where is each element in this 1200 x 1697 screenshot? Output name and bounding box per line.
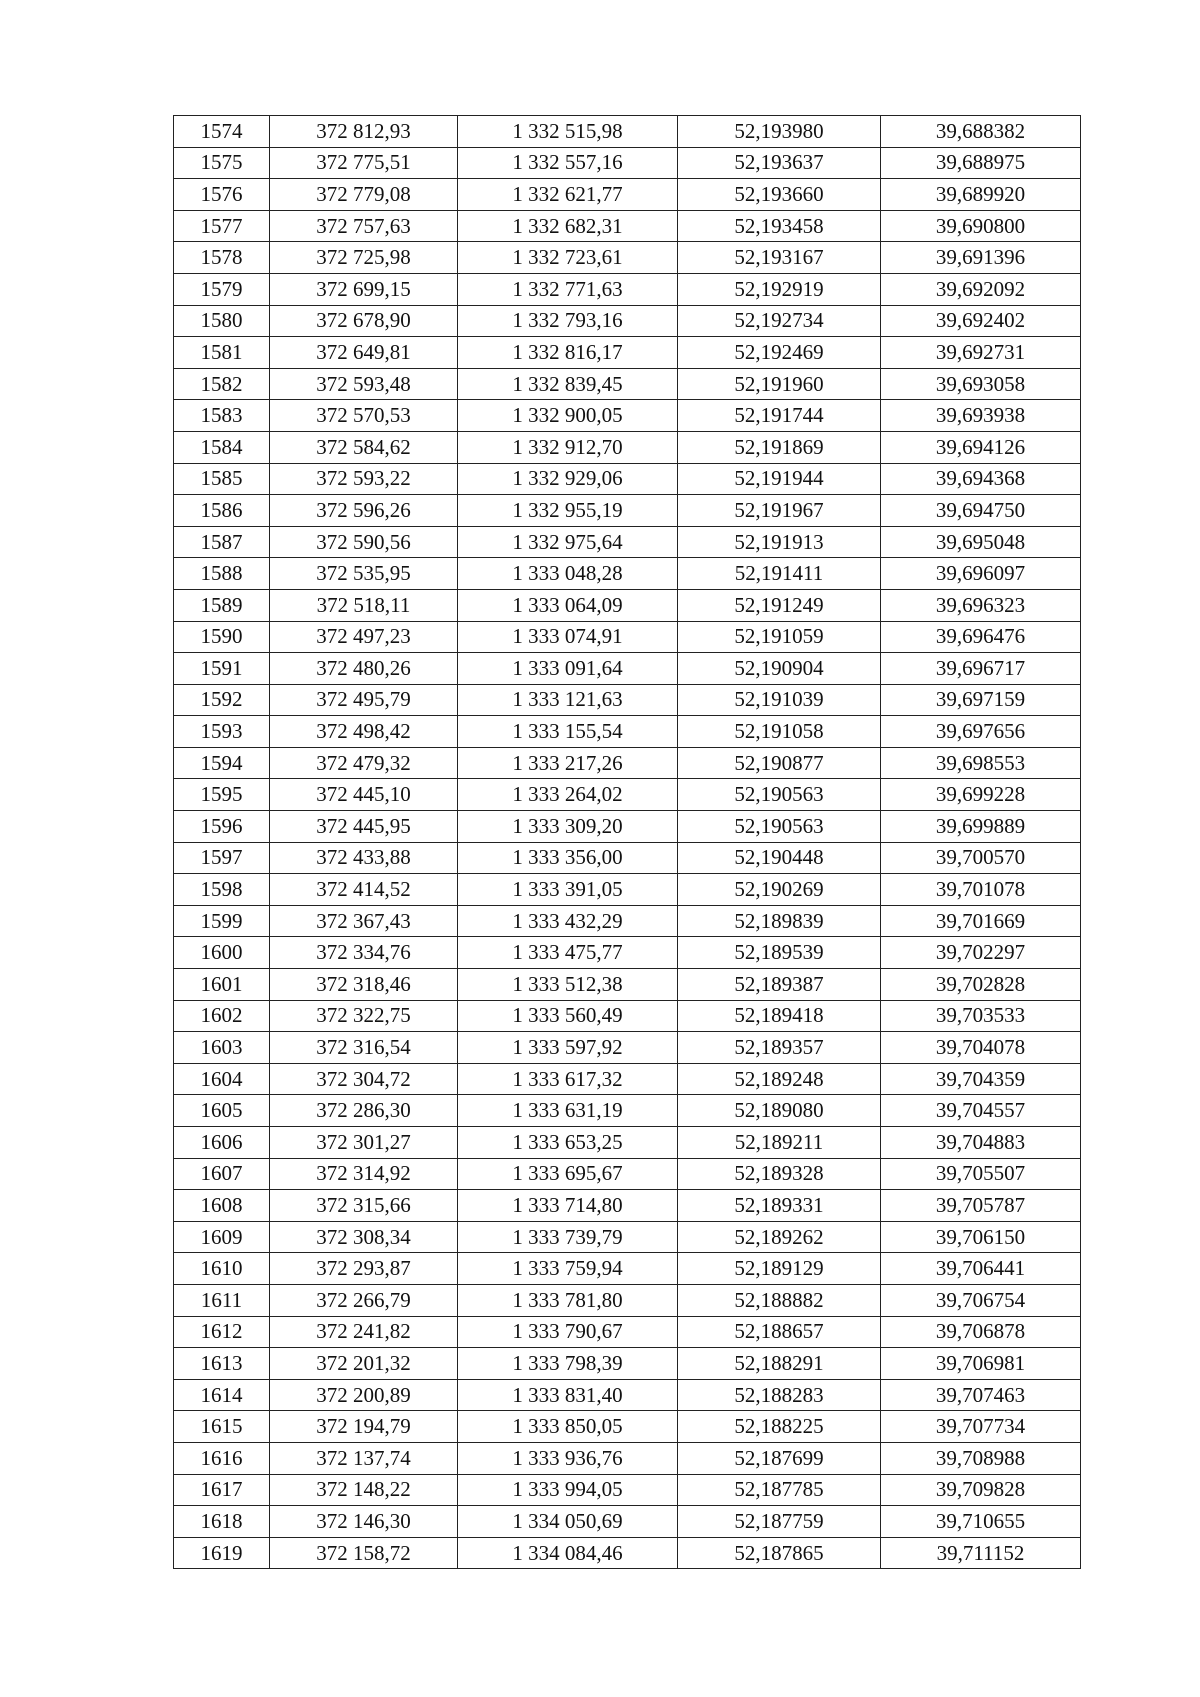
point-number-cell: 1618: [174, 1506, 270, 1538]
table-row: [174, 874, 1081, 906]
x-coordinate-cell: 372 596,26: [270, 495, 458, 527]
y-coordinate-cell: 1 333 432,29: [458, 905, 678, 937]
y-coordinate-cell: 1 332 912,70: [458, 431, 678, 463]
table-row: [174, 684, 1081, 716]
x-coordinate-cell: 372 699,15: [270, 273, 458, 305]
point-number-cell: 1598: [174, 874, 270, 906]
point-number-cell: 1603: [174, 1032, 270, 1064]
latitude-cell: 52,189262: [678, 1221, 881, 1253]
y-coordinate-cell: 1 333 759,94: [458, 1253, 678, 1285]
y-coordinate-cell: 1 333 790,67: [458, 1316, 678, 1348]
table-row: [174, 368, 1081, 400]
table-row: [174, 1032, 1081, 1064]
latitude-cell: 52,191059: [678, 621, 881, 653]
point-number-cell: 1609: [174, 1221, 270, 1253]
longitude-cell: 39,708988: [881, 1442, 1081, 1474]
point-number-cell: 1593: [174, 716, 270, 748]
longitude-cell: 39,706754: [881, 1284, 1081, 1316]
table-row: [174, 526, 1081, 558]
longitude-cell: 39,696717: [881, 653, 1081, 685]
y-coordinate-cell: 1 333 309,20: [458, 811, 678, 843]
point-number-cell: 1599: [174, 905, 270, 937]
longitude-cell: 39,707463: [881, 1379, 1081, 1411]
point-number-cell: 1576: [174, 179, 270, 211]
latitude-cell: 52,191411: [678, 558, 881, 590]
latitude-cell: 52,190448: [678, 842, 881, 874]
latitude-cell: 52,193660: [678, 179, 881, 211]
point-number-cell: 1612: [174, 1316, 270, 1348]
y-coordinate-cell: 1 333 091,64: [458, 653, 678, 685]
longitude-cell: 39,699889: [881, 811, 1081, 843]
latitude-cell: 52,189129: [678, 1253, 881, 1285]
table-row: [174, 1316, 1081, 1348]
latitude-cell: 52,189539: [678, 937, 881, 969]
point-number-cell: 1583: [174, 400, 270, 432]
x-coordinate-cell: 372 570,53: [270, 400, 458, 432]
latitude-cell: 52,191967: [678, 495, 881, 527]
x-coordinate-cell: 372 315,66: [270, 1190, 458, 1222]
point-number-cell: 1606: [174, 1127, 270, 1159]
point-number-cell: 1584: [174, 431, 270, 463]
x-coordinate-cell: 372 314,92: [270, 1158, 458, 1190]
longitude-cell: 39,692092: [881, 273, 1081, 305]
latitude-cell: 52,192734: [678, 305, 881, 337]
table-row: [174, 147, 1081, 179]
x-coordinate-cell: 372 649,81: [270, 337, 458, 369]
point-number-cell: 1610: [174, 1253, 270, 1285]
latitude-cell: 52,189248: [678, 1063, 881, 1095]
longitude-cell: 39,711152: [881, 1537, 1081, 1569]
latitude-cell: 52,190904: [678, 653, 881, 685]
y-coordinate-cell: 1 332 816,17: [458, 337, 678, 369]
table-row: [174, 337, 1081, 369]
y-coordinate-cell: 1 333 850,05: [458, 1411, 678, 1443]
longitude-cell: 39,704883: [881, 1127, 1081, 1159]
table-row: [174, 242, 1081, 274]
x-coordinate-cell: 372 590,56: [270, 526, 458, 558]
point-number-cell: 1600: [174, 937, 270, 969]
table-row: [174, 1221, 1081, 1253]
latitude-cell: 52,190563: [678, 811, 881, 843]
y-coordinate-cell: 1 333 064,09: [458, 589, 678, 621]
point-number-cell: 1601: [174, 969, 270, 1001]
longitude-cell: 39,696323: [881, 589, 1081, 621]
point-number-cell: 1578: [174, 242, 270, 274]
latitude-cell: 52,187865: [678, 1537, 881, 1569]
longitude-cell: 39,696097: [881, 558, 1081, 590]
x-coordinate-cell: 372 414,52: [270, 874, 458, 906]
y-coordinate-cell: 1 333 155,54: [458, 716, 678, 748]
latitude-cell: 52,193980: [678, 116, 881, 148]
table-row: [174, 1127, 1081, 1159]
latitude-cell: 52,187759: [678, 1506, 881, 1538]
coordinates-table: [173, 115, 1081, 1569]
point-number-cell: 1615: [174, 1411, 270, 1443]
x-coordinate-cell: 372 334,76: [270, 937, 458, 969]
longitude-cell: 39,705507: [881, 1158, 1081, 1190]
x-coordinate-cell: 372 200,89: [270, 1379, 458, 1411]
point-number-cell: 1607: [174, 1158, 270, 1190]
point-number-cell: 1589: [174, 589, 270, 621]
table-row: [174, 1474, 1081, 1506]
table-row: [174, 747, 1081, 779]
latitude-cell: 52,189357: [678, 1032, 881, 1064]
x-coordinate-cell: 372 241,82: [270, 1316, 458, 1348]
latitude-cell: 52,189211: [678, 1127, 881, 1159]
x-coordinate-cell: 372 497,23: [270, 621, 458, 653]
longitude-cell: 39,705787: [881, 1190, 1081, 1222]
y-coordinate-cell: 1 333 475,77: [458, 937, 678, 969]
x-coordinate-cell: 372 518,11: [270, 589, 458, 621]
x-coordinate-cell: 372 304,72: [270, 1063, 458, 1095]
longitude-cell: 39,706441: [881, 1253, 1081, 1285]
latitude-cell: 52,189080: [678, 1095, 881, 1127]
longitude-cell: 39,704359: [881, 1063, 1081, 1095]
y-coordinate-cell: 1 333 048,28: [458, 558, 678, 590]
latitude-cell: 52,189839: [678, 905, 881, 937]
y-coordinate-cell: 1 333 560,49: [458, 1000, 678, 1032]
longitude-cell: 39,698553: [881, 747, 1081, 779]
point-number-cell: 1619: [174, 1537, 270, 1569]
longitude-cell: 39,688382: [881, 116, 1081, 148]
y-coordinate-cell: 1 333 739,79: [458, 1221, 678, 1253]
y-coordinate-cell: 1 332 929,06: [458, 463, 678, 495]
table-row: [174, 1253, 1081, 1285]
point-number-cell: 1590: [174, 621, 270, 653]
point-number-cell: 1604: [174, 1063, 270, 1095]
y-coordinate-cell: 1 332 621,77: [458, 179, 678, 211]
longitude-cell: 39,701669: [881, 905, 1081, 937]
longitude-cell: 39,693058: [881, 368, 1081, 400]
y-coordinate-cell: 1 333 356,00: [458, 842, 678, 874]
point-number-cell: 1577: [174, 210, 270, 242]
latitude-cell: 52,188291: [678, 1348, 881, 1380]
x-coordinate-cell: 372 194,79: [270, 1411, 458, 1443]
latitude-cell: 52,189331: [678, 1190, 881, 1222]
table-row: [174, 1063, 1081, 1095]
y-coordinate-cell: 1 332 900,05: [458, 400, 678, 432]
x-coordinate-cell: 372 322,75: [270, 1000, 458, 1032]
table-row: [174, 621, 1081, 653]
longitude-cell: 39,702297: [881, 937, 1081, 969]
x-coordinate-cell: 372 293,87: [270, 1253, 458, 1285]
point-number-cell: 1611: [174, 1284, 270, 1316]
longitude-cell: 39,697656: [881, 716, 1081, 748]
coordinates-table-body: [174, 116, 1081, 1569]
latitude-cell: 52,191944: [678, 463, 881, 495]
longitude-cell: 39,696476: [881, 621, 1081, 653]
point-number-cell: 1585: [174, 463, 270, 495]
longitude-cell: 39,692731: [881, 337, 1081, 369]
table-row: [174, 589, 1081, 621]
point-number-cell: 1575: [174, 147, 270, 179]
table-row: [174, 1158, 1081, 1190]
x-coordinate-cell: 372 201,32: [270, 1348, 458, 1380]
x-coordinate-cell: 372 367,43: [270, 905, 458, 937]
y-coordinate-cell: 1 332 955,19: [458, 495, 678, 527]
x-coordinate-cell: 372 535,95: [270, 558, 458, 590]
latitude-cell: 52,191249: [678, 589, 881, 621]
point-number-cell: 1617: [174, 1474, 270, 1506]
longitude-cell: 39,690800: [881, 210, 1081, 242]
point-number-cell: 1591: [174, 653, 270, 685]
table-row: [174, 210, 1081, 242]
x-coordinate-cell: 372 757,63: [270, 210, 458, 242]
longitude-cell: 39,707734: [881, 1411, 1081, 1443]
latitude-cell: 52,189328: [678, 1158, 881, 1190]
x-coordinate-cell: 372 812,93: [270, 116, 458, 148]
x-coordinate-cell: 372 308,34: [270, 1221, 458, 1253]
x-coordinate-cell: 372 158,72: [270, 1537, 458, 1569]
longitude-cell: 39,691396: [881, 242, 1081, 274]
y-coordinate-cell: 1 333 781,80: [458, 1284, 678, 1316]
table-row: [174, 937, 1081, 969]
longitude-cell: 39,706150: [881, 1221, 1081, 1253]
table-row: [174, 905, 1081, 937]
table-row: [174, 842, 1081, 874]
longitude-cell: 39,689920: [881, 179, 1081, 211]
y-coordinate-cell: 1 333 597,92: [458, 1032, 678, 1064]
table-row: [174, 1506, 1081, 1538]
table-row: [174, 495, 1081, 527]
y-coordinate-cell: 1 332 515,98: [458, 116, 678, 148]
table-row: [174, 1537, 1081, 1569]
point-number-cell: 1613: [174, 1348, 270, 1380]
table-row: [174, 1000, 1081, 1032]
longitude-cell: 39,704078: [881, 1032, 1081, 1064]
point-number-cell: 1587: [174, 526, 270, 558]
longitude-cell: 39,706878: [881, 1316, 1081, 1348]
table-row: [174, 273, 1081, 305]
y-coordinate-cell: 1 333 631,19: [458, 1095, 678, 1127]
x-coordinate-cell: 372 498,42: [270, 716, 458, 748]
y-coordinate-cell: 1 333 831,40: [458, 1379, 678, 1411]
y-coordinate-cell: 1 333 695,67: [458, 1158, 678, 1190]
point-number-cell: 1608: [174, 1190, 270, 1222]
latitude-cell: 52,188283: [678, 1379, 881, 1411]
y-coordinate-cell: 1 333 512,38: [458, 969, 678, 1001]
longitude-cell: 39,694126: [881, 431, 1081, 463]
table-row: [174, 179, 1081, 211]
y-coordinate-cell: 1 332 771,63: [458, 273, 678, 305]
latitude-cell: 52,191960: [678, 368, 881, 400]
longitude-cell: 39,706981: [881, 1348, 1081, 1380]
longitude-cell: 39,694750: [881, 495, 1081, 527]
table-row: [174, 969, 1081, 1001]
point-number-cell: 1596: [174, 811, 270, 843]
x-coordinate-cell: 372 593,48: [270, 368, 458, 400]
x-coordinate-cell: 372 148,22: [270, 1474, 458, 1506]
latitude-cell: 52,188225: [678, 1411, 881, 1443]
table-row: [174, 1190, 1081, 1222]
point-number-cell: 1597: [174, 842, 270, 874]
y-coordinate-cell: 1 333 391,05: [458, 874, 678, 906]
longitude-cell: 39,694368: [881, 463, 1081, 495]
point-number-cell: 1614: [174, 1379, 270, 1411]
longitude-cell: 39,697159: [881, 684, 1081, 716]
x-coordinate-cell: 372 146,30: [270, 1506, 458, 1538]
point-number-cell: 1579: [174, 273, 270, 305]
point-number-cell: 1602: [174, 1000, 270, 1032]
table-row: [174, 653, 1081, 685]
x-coordinate-cell: 372 593,22: [270, 463, 458, 495]
longitude-cell: 39,701078: [881, 874, 1081, 906]
x-coordinate-cell: 372 445,10: [270, 779, 458, 811]
table-row: [174, 116, 1081, 148]
latitude-cell: 52,191058: [678, 716, 881, 748]
latitude-cell: 52,190563: [678, 779, 881, 811]
latitude-cell: 52,188882: [678, 1284, 881, 1316]
longitude-cell: 39,692402: [881, 305, 1081, 337]
point-number-cell: 1582: [174, 368, 270, 400]
point-number-cell: 1588: [174, 558, 270, 590]
x-coordinate-cell: 372 495,79: [270, 684, 458, 716]
latitude-cell: 52,187785: [678, 1474, 881, 1506]
table-row: [174, 716, 1081, 748]
y-coordinate-cell: 1 333 994,05: [458, 1474, 678, 1506]
latitude-cell: 52,192469: [678, 337, 881, 369]
y-coordinate-cell: 1 333 074,91: [458, 621, 678, 653]
y-coordinate-cell: 1 333 714,80: [458, 1190, 678, 1222]
x-coordinate-cell: 372 286,30: [270, 1095, 458, 1127]
x-coordinate-cell: 372 584,62: [270, 431, 458, 463]
y-coordinate-cell: 1 334 084,46: [458, 1537, 678, 1569]
point-number-cell: 1574: [174, 116, 270, 148]
point-number-cell: 1580: [174, 305, 270, 337]
x-coordinate-cell: 372 678,90: [270, 305, 458, 337]
latitude-cell: 52,188657: [678, 1316, 881, 1348]
table-row: [174, 811, 1081, 843]
table-row: [174, 558, 1081, 590]
x-coordinate-cell: 372 433,88: [270, 842, 458, 874]
table-row: [174, 463, 1081, 495]
longitude-cell: 39,688975: [881, 147, 1081, 179]
table-row: [174, 779, 1081, 811]
y-coordinate-cell: 1 332 793,16: [458, 305, 678, 337]
table-row: [174, 400, 1081, 432]
longitude-cell: 39,700570: [881, 842, 1081, 874]
latitude-cell: 52,190877: [678, 747, 881, 779]
y-coordinate-cell: 1 332 839,45: [458, 368, 678, 400]
x-coordinate-cell: 372 480,26: [270, 653, 458, 685]
point-number-cell: 1586: [174, 495, 270, 527]
table-row: [174, 1348, 1081, 1380]
point-number-cell: 1592: [174, 684, 270, 716]
point-number-cell: 1581: [174, 337, 270, 369]
latitude-cell: 52,189387: [678, 969, 881, 1001]
table-row: [174, 1411, 1081, 1443]
latitude-cell: 52,191869: [678, 431, 881, 463]
table-row: [174, 1442, 1081, 1474]
longitude-cell: 39,693938: [881, 400, 1081, 432]
x-coordinate-cell: 372 479,32: [270, 747, 458, 779]
y-coordinate-cell: 1 333 798,39: [458, 1348, 678, 1380]
longitude-cell: 39,703533: [881, 1000, 1081, 1032]
longitude-cell: 39,695048: [881, 526, 1081, 558]
longitude-cell: 39,704557: [881, 1095, 1081, 1127]
latitude-cell: 52,187699: [678, 1442, 881, 1474]
latitude-cell: 52,192919: [678, 273, 881, 305]
x-coordinate-cell: 372 775,51: [270, 147, 458, 179]
latitude-cell: 52,193637: [678, 147, 881, 179]
point-number-cell: 1594: [174, 747, 270, 779]
point-number-cell: 1595: [174, 779, 270, 811]
table-row: [174, 1379, 1081, 1411]
longitude-cell: 39,709828: [881, 1474, 1081, 1506]
y-coordinate-cell: 1 334 050,69: [458, 1506, 678, 1538]
y-coordinate-cell: 1 333 617,32: [458, 1063, 678, 1095]
x-coordinate-cell: 372 445,95: [270, 811, 458, 843]
x-coordinate-cell: 372 137,74: [270, 1442, 458, 1474]
y-coordinate-cell: 1 333 217,26: [458, 747, 678, 779]
longitude-cell: 39,702828: [881, 969, 1081, 1001]
table-row: [174, 1284, 1081, 1316]
latitude-cell: 52,193458: [678, 210, 881, 242]
x-coordinate-cell: 372 318,46: [270, 969, 458, 1001]
y-coordinate-cell: 1 333 936,76: [458, 1442, 678, 1474]
y-coordinate-cell: 1 332 682,31: [458, 210, 678, 242]
x-coordinate-cell: 372 316,54: [270, 1032, 458, 1064]
y-coordinate-cell: 1 332 557,16: [458, 147, 678, 179]
y-coordinate-cell: 1 332 723,61: [458, 242, 678, 274]
table-row: [174, 1095, 1081, 1127]
longitude-cell: 39,710655: [881, 1506, 1081, 1538]
longitude-cell: 39,699228: [881, 779, 1081, 811]
latitude-cell: 52,189418: [678, 1000, 881, 1032]
x-coordinate-cell: 372 266,79: [270, 1284, 458, 1316]
latitude-cell: 52,191039: [678, 684, 881, 716]
x-coordinate-cell: 372 725,98: [270, 242, 458, 274]
latitude-cell: 52,190269: [678, 874, 881, 906]
y-coordinate-cell: 1 333 121,63: [458, 684, 678, 716]
point-number-cell: 1605: [174, 1095, 270, 1127]
x-coordinate-cell: 372 779,08: [270, 179, 458, 211]
x-coordinate-cell: 372 301,27: [270, 1127, 458, 1159]
y-coordinate-cell: 1 333 264,02: [458, 779, 678, 811]
table-row: [174, 305, 1081, 337]
latitude-cell: 52,191913: [678, 526, 881, 558]
latitude-cell: 52,193167: [678, 242, 881, 274]
table-row: [174, 431, 1081, 463]
y-coordinate-cell: 1 332 975,64: [458, 526, 678, 558]
latitude-cell: 52,191744: [678, 400, 881, 432]
y-coordinate-cell: 1 333 653,25: [458, 1127, 678, 1159]
point-number-cell: 1616: [174, 1442, 270, 1474]
